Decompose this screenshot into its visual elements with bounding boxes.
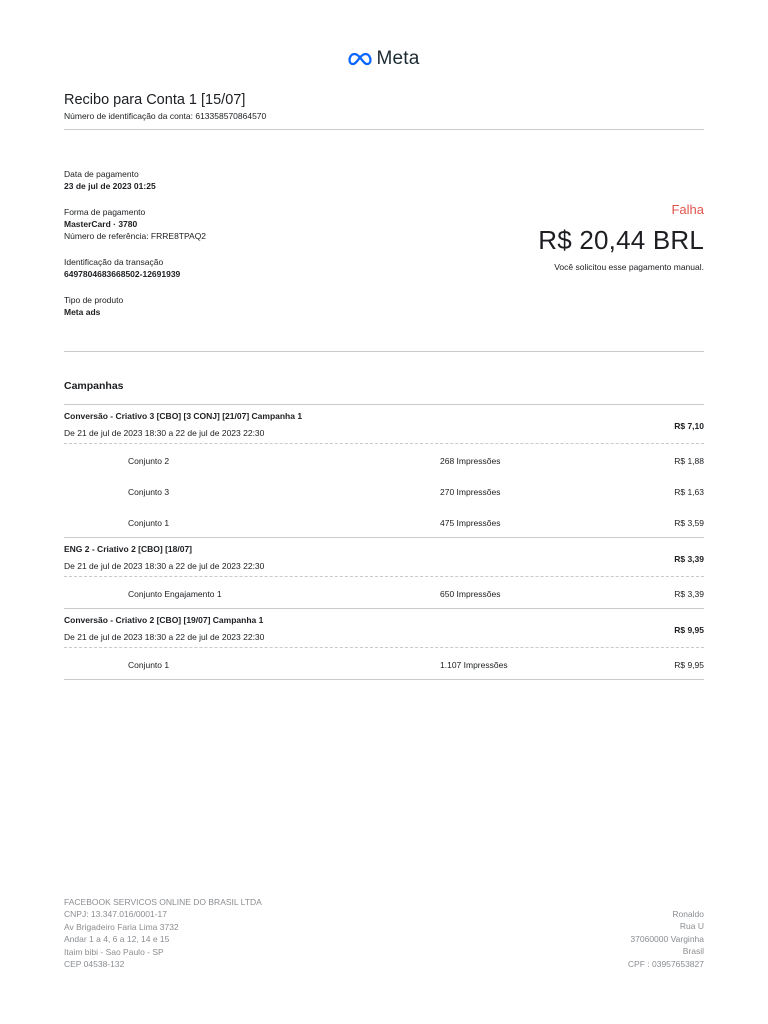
ad-set-row: [64, 475, 704, 506]
divider: [64, 129, 704, 130]
ad-set-name: Conjunto 2: [128, 456, 170, 466]
customer-address: [628, 908, 704, 970]
ad-set-impressions: 650 Impressões: [440, 589, 501, 599]
ad-set-impressions: 1.107 Impressões: [440, 660, 508, 670]
payment-method-value: MasterCard · 3780: [64, 219, 138, 229]
ad-set-row: [64, 577, 704, 608]
campaign-dates: De 21 de jul de 2023 18:30 a 22 de jul de 2023 22:30: [64, 632, 265, 642]
divider: [64, 351, 704, 352]
campaign-dates: De 21 de jul de 2023 18:30 a 22 de jul de 2023 22:30: [64, 561, 265, 571]
customer-line: Brasil: [682, 946, 704, 957]
campaign-name: ENG 2 - Criativo 2 [CBO] [18/07]: [64, 544, 193, 554]
campaign-total: R$ 7,10: [674, 421, 704, 431]
campaign-dates: De 21 de jul de 2023 18:30 a 22 de jul de 2023 22:30: [64, 428, 265, 438]
ad-set-name: Conjunto 3: [128, 487, 170, 497]
campaigns-list: [64, 404, 704, 680]
status-badge: Falha: [671, 202, 704, 217]
transaction-id: 6497804683668502-12691939: [64, 269, 181, 279]
transaction-label: Identificação da transação: [64, 257, 164, 267]
ad-set-name: Conjunto 1: [128, 518, 170, 528]
campaign-name: Conversão - Criativo 3 [CBO] [3 CONJ] [21/07] Campanha 1: [64, 411, 303, 421]
ad-set-amount: R$ 1,88: [674, 456, 704, 466]
payment-date-label: Data de pagamento: [64, 169, 139, 179]
company-line: Itaim bibi - Sao Paulo - SP: [64, 946, 164, 957]
ad-set-amount: R$ 3,39: [674, 589, 704, 599]
ad-set-amount: R$ 3,59: [674, 518, 704, 528]
ad-set-row: [64, 444, 704, 475]
campaign-block: [64, 537, 704, 608]
campaigns-heading: Campanhas: [64, 380, 124, 392]
ad-set-row: [64, 648, 704, 679]
payment-date-field: [64, 168, 364, 192]
manual-payment-note: Você solicitou esse pagamento manual.: [554, 262, 704, 272]
transaction-field: [64, 256, 364, 280]
receipt-header: [64, 92, 704, 121]
customer-line: CPF : 03957653827: [627, 958, 704, 969]
meta-logo: [0, 48, 768, 70]
receipt-title: Recibo para Conta 1 [15/07]: [64, 92, 246, 108]
campaign-header: [64, 538, 704, 577]
ad-set-row: [64, 506, 704, 537]
payment-details: [64, 168, 364, 332]
company-address: [64, 896, 262, 970]
campaign-block: [64, 608, 704, 680]
campaign-header: [64, 405, 704, 444]
company-line: CNPJ: 13.347.016/0001-17: [64, 909, 168, 920]
ad-set-impressions: 475 Impressões: [440, 518, 501, 528]
product-value: Meta ads: [64, 307, 101, 317]
ad-set-name: Conjunto Engajamento 1: [128, 589, 222, 599]
product-label: Tipo de produto: [64, 295, 124, 305]
meta-infinity-icon: [348, 52, 372, 66]
reference-number: Número de referência: FRRE8TPAQ2: [64, 231, 207, 241]
ad-set-amount: R$ 9,95: [674, 660, 704, 670]
customer-line: Ronaldo: [672, 909, 704, 919]
account-id: Número de identificação da conta: 613358570864570: [64, 111, 267, 121]
campaign-total: R$ 3,39: [674, 554, 704, 564]
ad-set-impressions: 268 Impressões: [440, 456, 501, 466]
company-line: Av Brigadeiro Faria Lima 3732: [64, 921, 179, 932]
ad-set-name: Conjunto 1: [128, 660, 170, 670]
payment-summary: [538, 202, 704, 272]
meta-logo-text: Meta: [376, 48, 420, 69]
product-field: [64, 294, 364, 318]
customer-line: 37060000 Varginha: [630, 933, 704, 944]
payment-amount: R$ 20,44 BRL: [538, 225, 704, 255]
campaign-header: [64, 609, 704, 648]
company-line: FACEBOOK SERVICOS ONLINE DO BRASIL LTDA: [64, 897, 262, 907]
campaign-name: Conversão - Criativo 2 [CBO] [19/07] Campanha 1: [64, 615, 264, 625]
campaign-total: R$ 9,95: [674, 625, 704, 635]
ad-set-amount: R$ 1,63: [674, 487, 704, 497]
payment-method-field: [64, 206, 364, 242]
company-line: Andar 1 a 4, 6 a 12, 14 e 15: [64, 934, 170, 945]
ad-set-impressions: 270 Impressões: [440, 487, 501, 497]
company-line: CEP 04538-132: [64, 959, 125, 970]
payment-method-label: Forma de pagamento: [64, 207, 146, 217]
customer-line: Rua U: [679, 921, 704, 932]
payment-date-value: 23 de jul de 2023 01:25: [64, 181, 156, 191]
campaign-block: [64, 404, 704, 537]
